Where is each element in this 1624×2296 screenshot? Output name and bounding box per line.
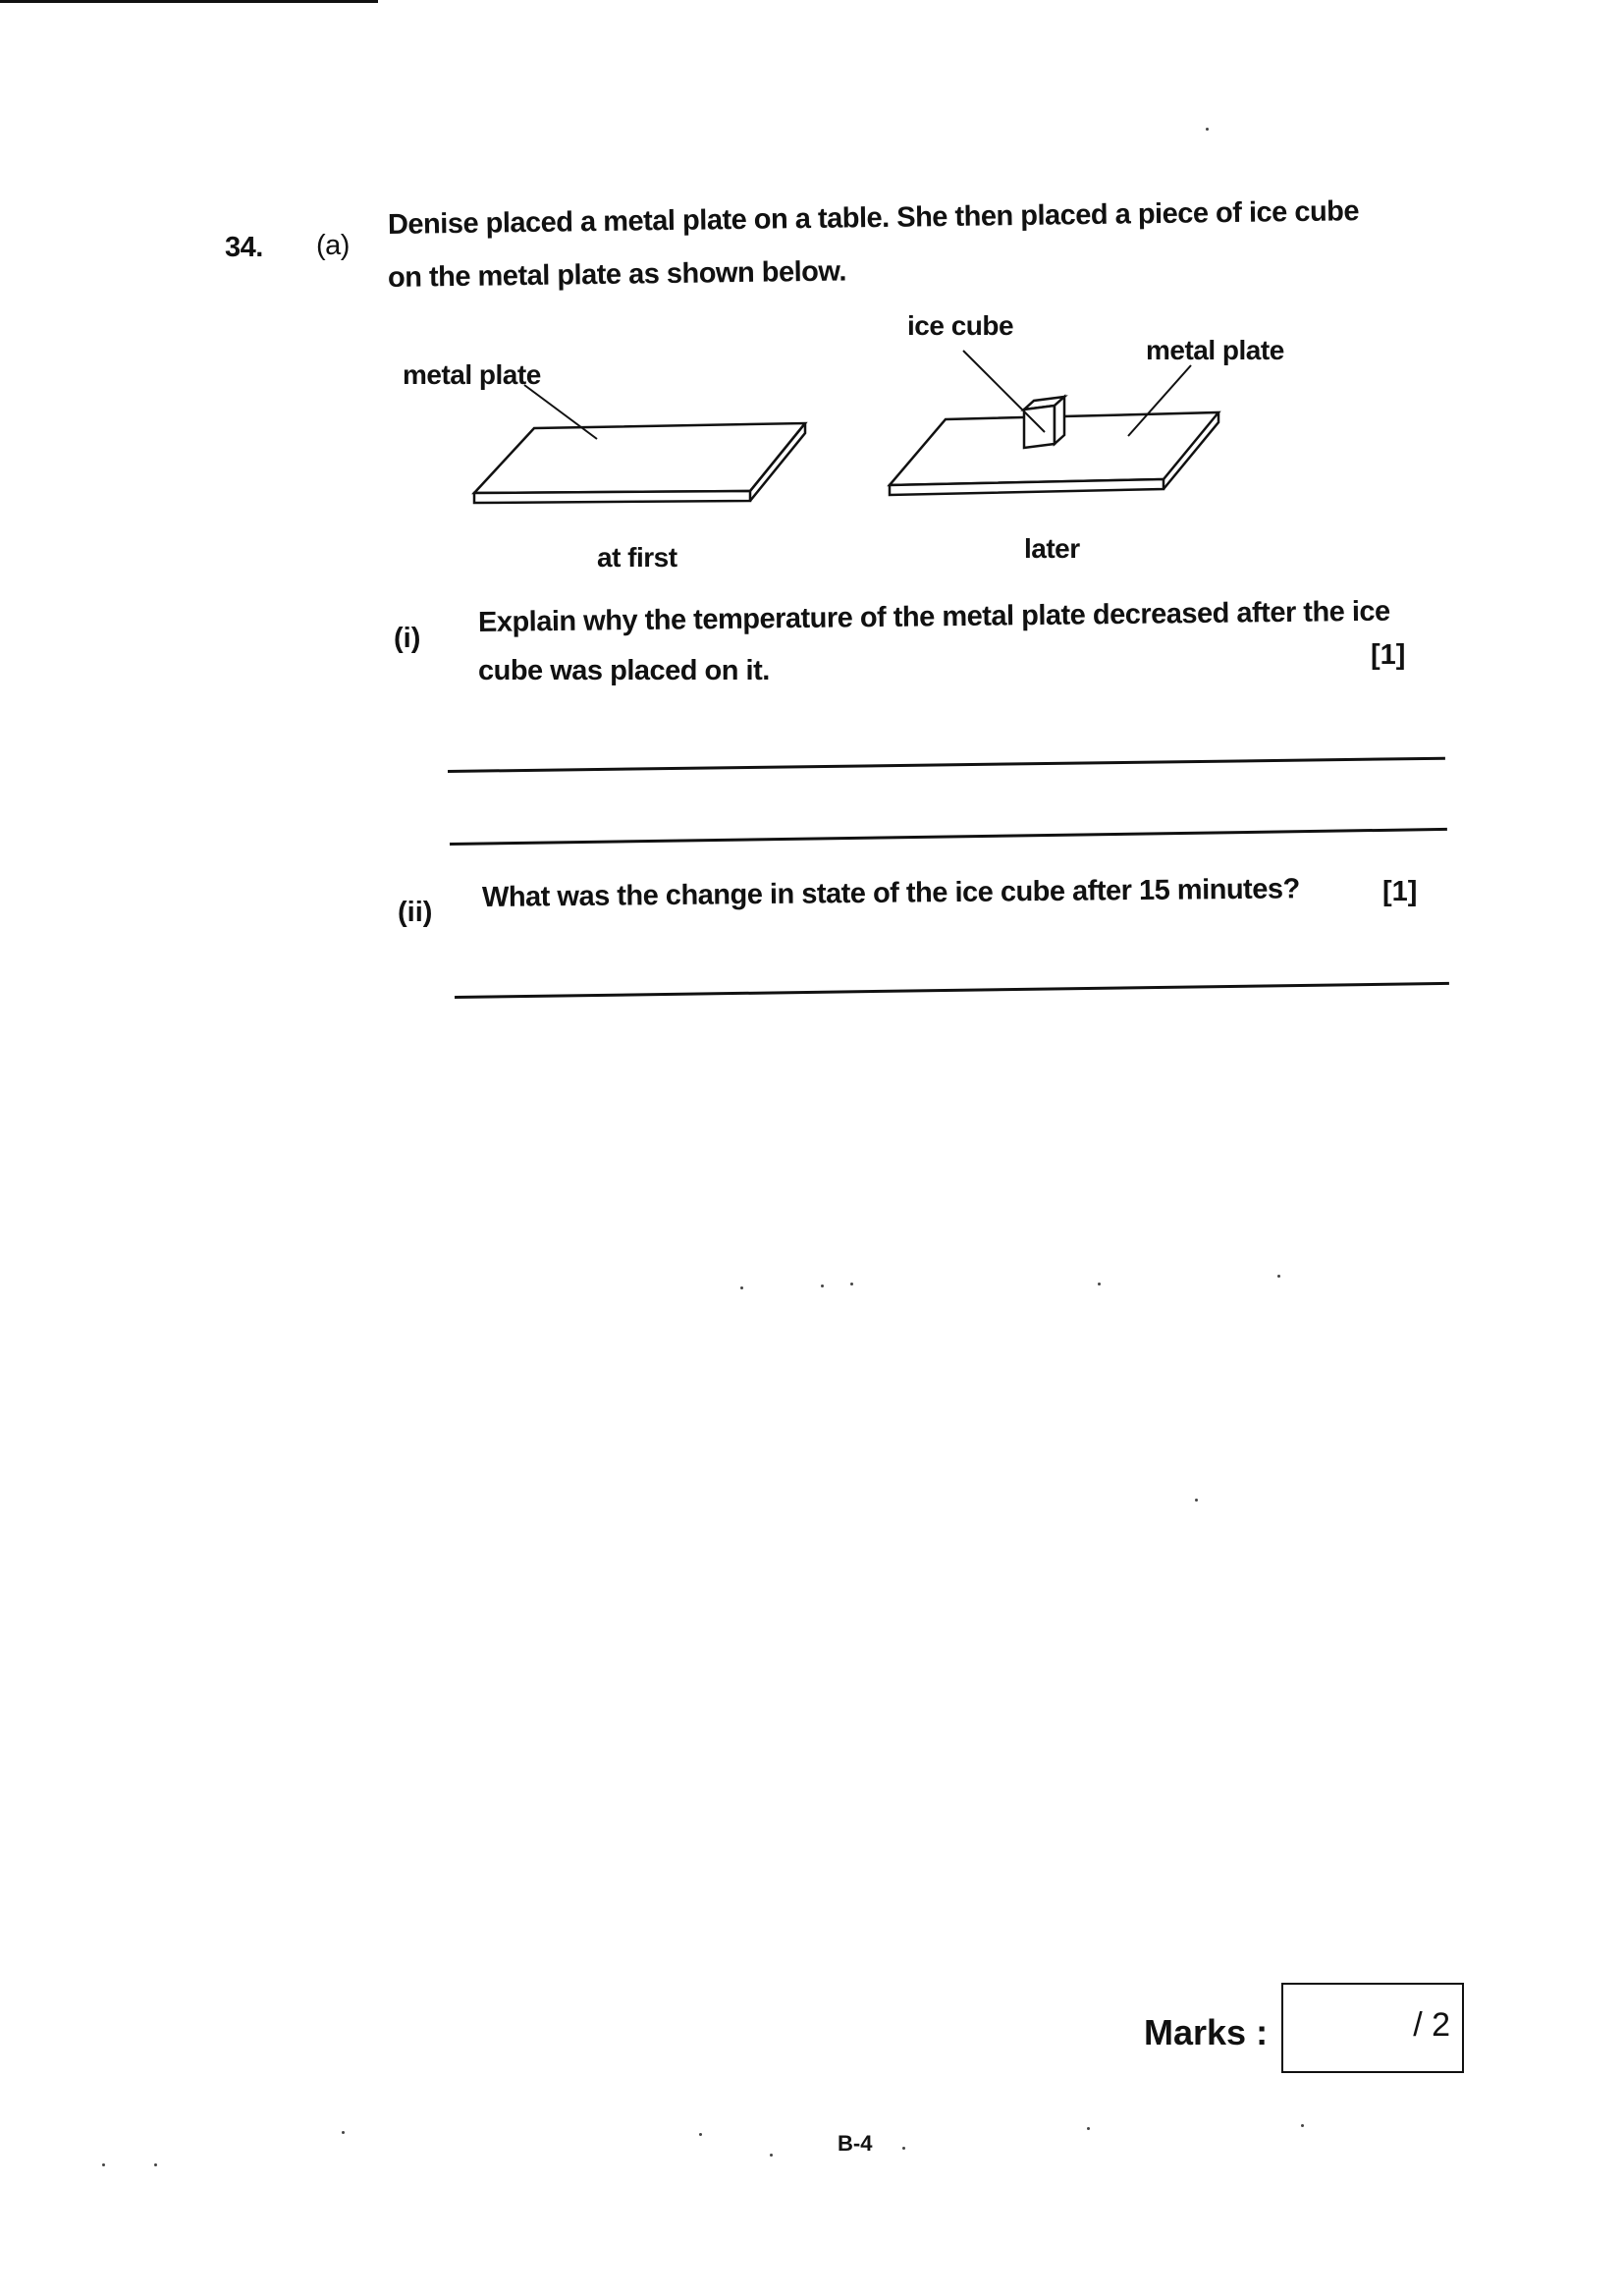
left-plate-label: metal plate bbox=[403, 359, 541, 390]
marks-label: Marks : bbox=[1144, 2012, 1269, 2052]
scan-speck bbox=[1277, 1275, 1280, 1278]
scan-speck bbox=[770, 2154, 773, 2157]
sub-question-i-number: (i) bbox=[394, 623, 421, 654]
scan-speck bbox=[342, 2131, 345, 2134]
scan-speck bbox=[1098, 1283, 1101, 1285]
part-label: (a) bbox=[316, 230, 350, 261]
question-stem-line1: Denise placed a metal plate on a table. She then placed a piece of ice cube bbox=[387, 195, 1360, 241]
scan-speck bbox=[850, 1283, 853, 1285]
sub-question-ii-number: (ii) bbox=[398, 897, 433, 928]
marks-box[interactable] bbox=[1281, 1983, 1464, 2073]
left-caption: at first bbox=[597, 542, 677, 573]
scan-speck bbox=[1206, 128, 1209, 131]
scan-speck bbox=[1301, 2124, 1304, 2127]
scan-speck bbox=[902, 2147, 905, 2150]
question-stem-line2: on the metal plate as shown below. bbox=[387, 255, 847, 294]
scan-speck bbox=[1087, 2127, 1090, 2130]
question-number: 34. bbox=[225, 232, 263, 263]
ice-cube-label: ice cube bbox=[907, 310, 1014, 341]
scan-speck bbox=[699, 2133, 702, 2136]
right-plate-label: metal plate bbox=[1146, 335, 1284, 365]
scan-speck bbox=[1195, 1499, 1198, 1502]
right-caption: later bbox=[1024, 533, 1080, 564]
sub-question-i-line1: Explain why the temperature of the metal plate decreased after the ice bbox=[477, 595, 1390, 638]
sub-question-i-marks: [1] bbox=[1371, 639, 1406, 671]
sub-question-ii-marks: [1] bbox=[1382, 876, 1418, 907]
ice-cube bbox=[1024, 397, 1064, 448]
scan-speck bbox=[102, 2163, 105, 2166]
sub-question-ii-text: What was the change in state of the ice cube after 15 minutes? bbox=[481, 873, 1300, 913]
scan-speck bbox=[154, 2163, 157, 2166]
scan-speck bbox=[740, 1286, 743, 1289]
sub-question-i-line2: cube was placed on it. bbox=[478, 655, 770, 686]
scan-speck bbox=[821, 1285, 824, 1287]
marks-total: / 2 bbox=[1413, 2006, 1450, 2044]
left-metal-plate bbox=[474, 423, 805, 503]
page-number: B-4 bbox=[838, 2131, 873, 2156]
